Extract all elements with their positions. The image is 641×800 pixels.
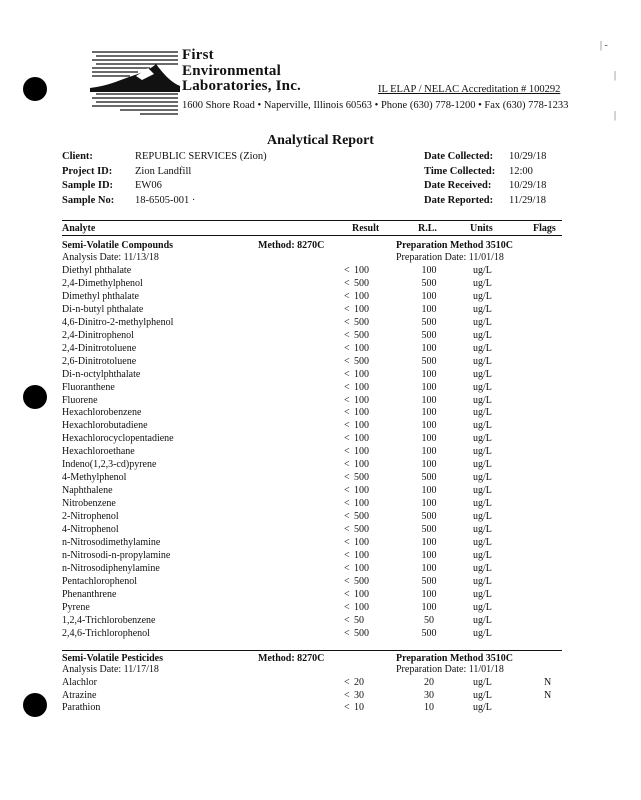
result-value: 100: [354, 588, 369, 600]
result-value: 100: [354, 303, 369, 315]
reporting-limit: 20: [424, 677, 434, 688]
analyte-name: Parathion: [62, 702, 101, 713]
analyte-name: n-Nitrosodi-n-propylamine: [62, 549, 171, 561]
accreditation: IL ELAP / NELAC Accreditation # 100292: [378, 84, 561, 95]
table-row: [0, 407, 641, 420]
units: ug/L: [473, 549, 492, 561]
table-row: [0, 446, 641, 459]
result-value: 500: [354, 472, 369, 484]
section-method: Method: 8270C: [258, 240, 325, 251]
result-qualifier: <: [344, 290, 350, 302]
col-header-flags: Flags: [533, 223, 556, 234]
reporting-limit: 100: [421, 265, 437, 276]
divider: [62, 235, 562, 236]
result-value: 500: [354, 511, 369, 523]
table-row: [0, 563, 641, 576]
project-id-label: Project ID:: [62, 166, 113, 177]
analyte-name: Nitrobenzene: [62, 498, 116, 510]
section-analysis-date: Analysis Date: 11/13/18: [62, 252, 159, 263]
result-value: 100: [354, 433, 369, 445]
units: ug/L: [473, 472, 492, 484]
units: ug/L: [473, 689, 492, 701]
reporting-limit: 500: [421, 511, 437, 523]
punch-hole: [23, 77, 47, 101]
analyte-name: 2,6-Dinitrotoluene: [62, 355, 137, 367]
reporting-limit: 100: [421, 498, 437, 510]
section-prep-method: Preparation Method 3510C: [396, 240, 514, 251]
units: ug/L: [473, 394, 492, 406]
result-qualifier: <: [344, 355, 350, 367]
result-qualifier: <: [344, 472, 350, 484]
result-qualifier: <: [344, 524, 350, 535]
result-qualifier: <: [344, 446, 350, 458]
table-row: [0, 433, 641, 446]
reporting-limit: 500: [421, 575, 437, 587]
units: ug/L: [473, 588, 492, 600]
result-qualifier: <: [344, 614, 350, 626]
time-collected-value: 12:00: [509, 166, 533, 177]
table-row: [0, 690, 641, 703]
units: ug/L: [473, 536, 492, 548]
reporting-limit: 100: [421, 459, 437, 471]
reporting-limit: 500: [421, 355, 437, 367]
result-qualifier: <: [344, 303, 350, 315]
col-header-result: Result: [352, 223, 380, 234]
analyte-name: n-Nitrosodimethylamine: [62, 536, 161, 548]
result-qualifier: <: [344, 575, 350, 587]
table-row: [0, 395, 641, 408]
result-value: 100: [354, 562, 369, 574]
result-value: 100: [354, 420, 369, 432]
result-qualifier: <: [344, 342, 350, 354]
reporting-limit: 500: [421, 524, 437, 535]
result-qualifier: <: [344, 394, 350, 406]
report-title: Analytical Report: [267, 133, 374, 148]
result-value: 500: [354, 316, 369, 328]
result-qualifier: <: [344, 420, 350, 432]
table-row: [0, 602, 641, 615]
reporting-limit: 100: [421, 303, 437, 315]
table-row: [0, 356, 641, 369]
reporting-limit: 500: [421, 316, 437, 328]
units: ug/L: [473, 303, 492, 315]
analyte-name: Fluorene: [62, 394, 98, 406]
table-row: [0, 265, 641, 278]
result-value: 500: [354, 277, 369, 289]
analyte-name: Hexachlorobenzene: [62, 407, 142, 419]
analyte-name: Atrazine: [62, 689, 97, 701]
units: ug/L: [473, 355, 492, 367]
analyte-name: Pentachlorophenol: [62, 575, 137, 587]
table-row: [0, 459, 641, 472]
reporting-limit: 100: [421, 562, 437, 574]
analyte-name: 2,4-Dinitrophenol: [62, 329, 134, 341]
client-value: REPUBLIC SERVICES (Zion): [135, 151, 267, 162]
reporting-limit: 100: [421, 446, 437, 458]
date-collected-label: Date Collected:: [424, 151, 494, 162]
table-row: [0, 343, 641, 356]
result-qualifier: <: [344, 601, 350, 613]
date-received-label: Date Received:: [424, 180, 492, 191]
analyte-name: Dimethyl phthalate: [62, 290, 139, 302]
units: ug/L: [473, 511, 492, 523]
result-qualifier: <: [344, 329, 350, 341]
analyte-name: 4-Methylphenol: [62, 472, 127, 484]
table-row: [0, 524, 641, 537]
result-qualifier: <: [344, 562, 350, 574]
result-value: 10: [354, 702, 364, 713]
reporting-limit: 100: [421, 407, 437, 419]
result-qualifier: <: [344, 316, 350, 328]
section-method: Method: 8270C: [258, 653, 325, 664]
units: ug/L: [473, 265, 492, 276]
sample-id-label: Sample ID:: [62, 180, 114, 191]
col-header-units: Units: [470, 223, 493, 234]
analyte-name: 2,4-Dinitrotoluene: [62, 342, 137, 354]
units: ug/L: [473, 485, 492, 497]
reporting-limit: 100: [421, 549, 437, 561]
units: ug/L: [473, 627, 492, 639]
section-title: Semi-Volatile Compounds: [62, 240, 174, 251]
result-qualifier: <: [344, 536, 350, 548]
section-prep-date: Preparation Date: 11/01/18: [396, 252, 504, 263]
section-prep-date: Preparation Date: 11/01/18: [396, 664, 504, 675]
analyte-name: Pyrene: [62, 601, 90, 613]
reporting-limit: 500: [421, 277, 437, 289]
units: ug/L: [473, 459, 492, 471]
divider: [62, 650, 562, 651]
reporting-limit: 100: [421, 536, 437, 548]
col-header-analyte: Analyte: [62, 223, 96, 234]
analyte-name: Hexachlorocyclopentadiene: [62, 433, 174, 445]
result-value: 100: [354, 459, 369, 471]
result-value: 20: [354, 677, 364, 688]
result-qualifier: <: [344, 485, 350, 497]
result-value: 100: [354, 601, 369, 613]
units: ug/L: [473, 277, 492, 289]
result-qualifier: <: [344, 511, 350, 523]
table-row: [0, 420, 641, 433]
analyte-name: Fluoranthene: [62, 381, 115, 393]
company-logo-icon: [90, 46, 180, 118]
analyte-name: Diethyl phthalate: [62, 265, 132, 276]
result-qualifier: <: [344, 381, 350, 393]
client-label: Client:: [62, 151, 93, 162]
table-row: [0, 278, 641, 291]
table-row: [0, 576, 641, 589]
result-qualifier: <: [344, 549, 350, 561]
col-header-rl: R.L.: [418, 223, 437, 234]
table-row: [0, 615, 641, 628]
scan-mark: | -: [600, 40, 608, 51]
table-row: [0, 369, 641, 382]
result-qualifier: <: [344, 498, 350, 510]
date-reported-label: Date Reported:: [424, 195, 494, 206]
result-value: 100: [354, 290, 369, 302]
analyte-name: 4-Nitrophenol: [62, 524, 119, 535]
table-row: [0, 291, 641, 304]
reporting-limit: 100: [421, 485, 437, 497]
result-value: 50: [354, 614, 364, 626]
units: ug/L: [473, 702, 492, 713]
analyte-name: 4,6-Dinitro-2-methylphenol: [62, 316, 174, 328]
units: ug/L: [473, 562, 492, 574]
flag: N: [544, 677, 552, 688]
units: ug/L: [473, 329, 492, 341]
result-qualifier: <: [344, 265, 350, 276]
result-value: 100: [354, 498, 369, 510]
table-row: [0, 498, 641, 511]
table-row: [0, 304, 641, 317]
analyte-name: n-Nitrosodiphenylamine: [62, 562, 160, 574]
result-value: 30: [354, 689, 364, 701]
result-qualifier: <: [344, 677, 350, 688]
reporting-limit: 10: [424, 702, 434, 713]
result-qualifier: <: [344, 627, 350, 639]
company-name-line-1: First: [182, 47, 214, 63]
analyte-name: 2,4-Dimethylphenol: [62, 277, 143, 289]
date-received-value: 10/29/18: [509, 180, 547, 191]
date-collected-value: 10/29/18: [509, 151, 547, 162]
units: ug/L: [473, 446, 492, 458]
reporting-limit: 100: [421, 290, 437, 302]
result-qualifier: <: [344, 277, 350, 289]
table-row: [0, 677, 641, 690]
units: ug/L: [473, 575, 492, 587]
units: ug/L: [473, 420, 492, 432]
analyte-name: 2,4,6-Trichlorophenol: [62, 627, 150, 639]
result-qualifier: <: [344, 588, 350, 600]
company-name-line-2: Environmental: [182, 63, 282, 79]
divider: [62, 220, 562, 221]
reporting-limit: 100: [421, 420, 437, 432]
date-reported-value: 11/29/18: [509, 195, 546, 206]
reporting-limit: 50: [424, 614, 434, 626]
result-value: 500: [354, 329, 369, 341]
analyte-name: Indeno(1,2,3-cd)pyrene: [62, 459, 157, 471]
section-prep-method: Preparation Method 3510C: [396, 653, 514, 664]
result-value: 100: [354, 368, 369, 380]
reporting-limit: 500: [421, 472, 437, 484]
section-title: Semi-Volatile Pesticides: [62, 653, 164, 664]
reporting-limit: 100: [421, 394, 437, 406]
units: ug/L: [473, 601, 492, 613]
sample-id-value: EW06: [135, 180, 162, 191]
result-qualifier: <: [344, 689, 350, 701]
analyte-name: Hexachlorobutadiene: [62, 420, 148, 432]
result-qualifier: <: [344, 459, 350, 471]
units: ug/L: [473, 677, 492, 688]
units: ug/L: [473, 290, 492, 302]
result-value: 500: [354, 575, 369, 587]
reporting-limit: 500: [421, 329, 437, 341]
table-row: [0, 537, 641, 550]
table-row: [0, 317, 641, 330]
company-name-line-3: Laboratories, Inc.: [182, 78, 302, 94]
project-id-value: Zion Landfill: [135, 166, 192, 177]
time-collected-label: Time Collected:: [424, 166, 496, 177]
units: ug/L: [473, 433, 492, 445]
result-qualifier: <: [344, 433, 350, 445]
table-row: [0, 485, 641, 498]
reporting-limit: 500: [421, 627, 437, 639]
table-row: [0, 702, 641, 715]
result-value: 100: [354, 536, 369, 548]
reporting-limit: 100: [421, 588, 437, 600]
analyte-name: Naphthalene: [62, 485, 113, 497]
result-qualifier: <: [344, 702, 350, 713]
units: ug/L: [473, 316, 492, 328]
result-value: 100: [354, 381, 369, 393]
result-value: 100: [354, 446, 369, 458]
result-value: 100: [354, 485, 369, 497]
result-qualifier: <: [344, 407, 350, 419]
flag: N: [544, 689, 552, 701]
units: ug/L: [473, 407, 492, 419]
result-value: 100: [354, 394, 369, 406]
result-value: 100: [354, 342, 369, 354]
analyte-name: Di-n-butyl phthalate: [62, 303, 144, 315]
units: ug/L: [473, 342, 492, 354]
result-value: 100: [354, 265, 369, 276]
result-qualifier: <: [344, 368, 350, 380]
analyte-name: Alachlor: [62, 677, 97, 688]
table-row: [0, 382, 641, 395]
reporting-limit: 30: [424, 689, 434, 701]
units: ug/L: [473, 524, 492, 535]
table-row: [0, 628, 641, 641]
section-analysis-date: Analysis Date: 11/17/18: [62, 664, 159, 675]
table-row: [0, 511, 641, 524]
analyte-name: Hexachloroethane: [62, 446, 135, 458]
result-value: 500: [354, 355, 369, 367]
company-address: 1600 Shore Road • Naperville, Illinois 60563 • Phone (630) 778-1200 • Fax (630) 778-1233: [182, 100, 569, 111]
reporting-limit: 100: [421, 368, 437, 380]
scan-mark: |: [614, 70, 617, 81]
reporting-limit: 100: [421, 381, 437, 393]
table-row: [0, 589, 641, 602]
sample-no-label: Sample No:: [62, 195, 115, 206]
reporting-limit: 100: [421, 433, 437, 445]
table-row: [0, 330, 641, 343]
scan-mark: |: [614, 110, 617, 121]
analyte-name: 2-Nitrophenol: [62, 511, 119, 523]
analyte-name: Phenanthrene: [62, 588, 117, 600]
result-value: 500: [354, 627, 369, 639]
reporting-limit: 100: [421, 601, 437, 613]
result-value: 100: [354, 407, 369, 419]
result-value: 500: [354, 524, 369, 535]
sample-no-value: 18-6505-001 ·: [135, 195, 196, 206]
units: ug/L: [473, 614, 492, 626]
analyte-name: Di-n-octylphthalate: [62, 368, 141, 380]
reporting-limit: 100: [421, 342, 437, 354]
analyte-name: 1,2,4-Trichlorobenzene: [62, 614, 156, 626]
table-row: [0, 472, 641, 485]
result-value: 100: [354, 549, 369, 561]
table-row: [0, 550, 641, 563]
units: ug/L: [473, 368, 492, 380]
units: ug/L: [473, 381, 492, 393]
units: ug/L: [473, 498, 492, 510]
